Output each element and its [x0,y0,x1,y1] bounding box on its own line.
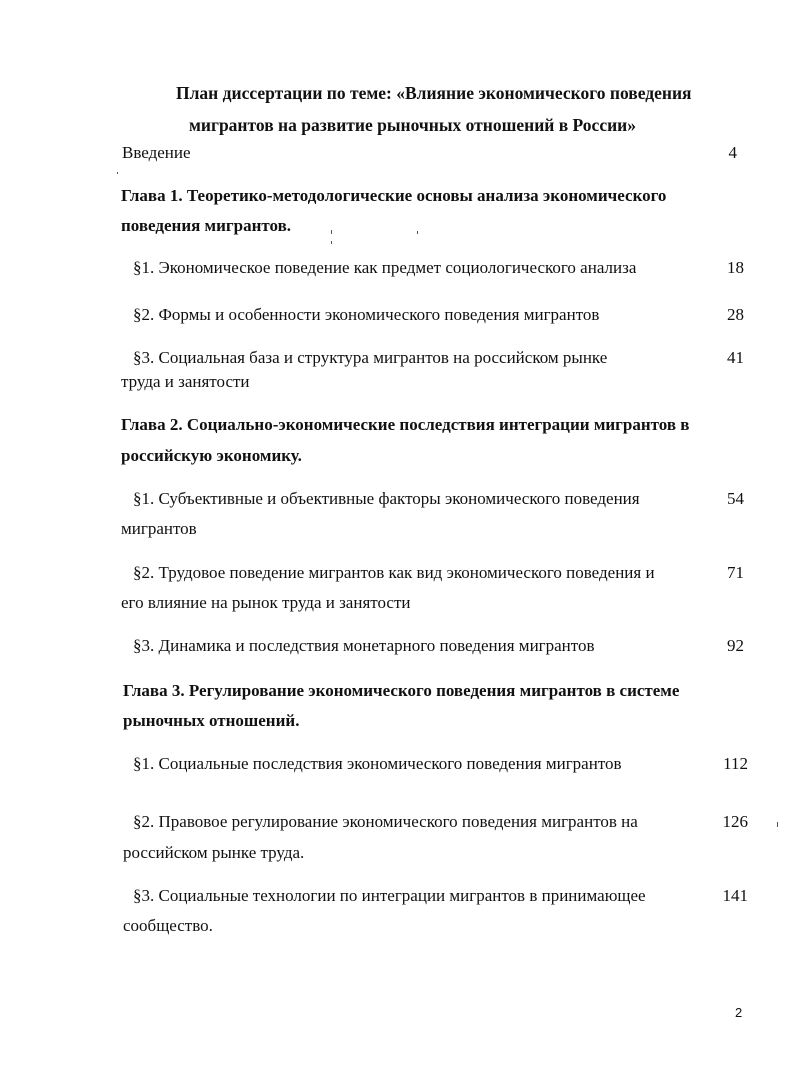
chapter-2-section-3-page: 92 [727,636,744,655]
chapter-3-section-3-line-1: §3. Социальные технологии по интеграции мигрантов в принимающее [133,886,646,905]
chapter-1-section-1: §1. Экономическое поведение как предмет социологического анализа [133,258,637,277]
chapter-1-section-3-page: 41 [727,348,744,367]
chapter-2-section-1-line-2: мигрантов [121,519,197,538]
chapter-1-section-3-line-1: §3. Социальная база и структура мигрантов на российском рынке [133,348,608,367]
chapter-1-section-2-page: 28 [727,305,744,324]
intro-label: Введение [122,143,191,162]
chapter-1-title-line-1: Глава 1. Теоретико-методологические основы анализа экономического [121,186,667,205]
document-title-line-2: мигрантов на развитие рыночных отношений в России» [189,115,637,135]
chapter-2-section-2-page: 71 [727,563,744,582]
chapter-1-section-2: §2. Формы и особенности экономического поведения мигрантов [133,305,600,324]
scan-speck [331,241,332,244]
chapter-2-section-1-page: 54 [727,489,744,508]
chapter-2-section-2-line-1: §2. Трудовое поведение мигрантов как вид экономического поведения и [133,563,655,582]
chapter-3-section-3-line-2: сообщество. [123,916,213,935]
chapter-1-section-1-page: 18 [727,258,744,277]
intro-page: 4 [728,143,737,162]
chapter-3-title-line-1: Глава 3. Регулирование экономического поведения мигрантов в системе [123,681,680,700]
chapter-3-title-line-2: рыночных отношений. [123,711,300,730]
scan-speck [417,231,418,234]
chapter-3-section-1: §1. Социальные последствия экономического поведения мигрантов [133,754,622,773]
chapter-3-section-2-page: 126 [722,812,748,831]
chapter-1-title-line-2: поведения мигрантов. [121,216,292,235]
chapter-2-section-1-line-1: §1. Субъективные и объективные факторы экономического поведения [133,489,640,508]
chapter-1-section-3-line-2: труда и занятости [121,372,250,391]
document-title-line-1: План диссертации по теме: «Влияние экономического поведения [176,83,692,103]
chapter-2-title-line-1: Глава 2. Социально-экономические последствия интеграции мигрантов в [121,415,690,434]
chapter-2-section-3: §3. Динамика и последствия монетарного поведения мигрантов [133,636,595,655]
chapter-2-title-line-2: российскую экономику. [121,446,302,465]
chapter-3-section-2-line-2: российском рынке труда. [123,843,305,862]
scan-speck [777,822,778,827]
scan-speck [117,172,118,174]
chapter-3-section-1-page: 112 [723,754,748,773]
scan-speck [331,230,332,234]
chapter-3-section-3-page: 141 [722,886,748,905]
page-number: 2 [735,1005,743,1020]
chapter-3-section-2-line-1: §2. Правовое регулирование экономического поведения мигрантов на [133,812,638,831]
chapter-2-section-2-line-2: его влияние на рынок труда и занятости [121,593,411,612]
